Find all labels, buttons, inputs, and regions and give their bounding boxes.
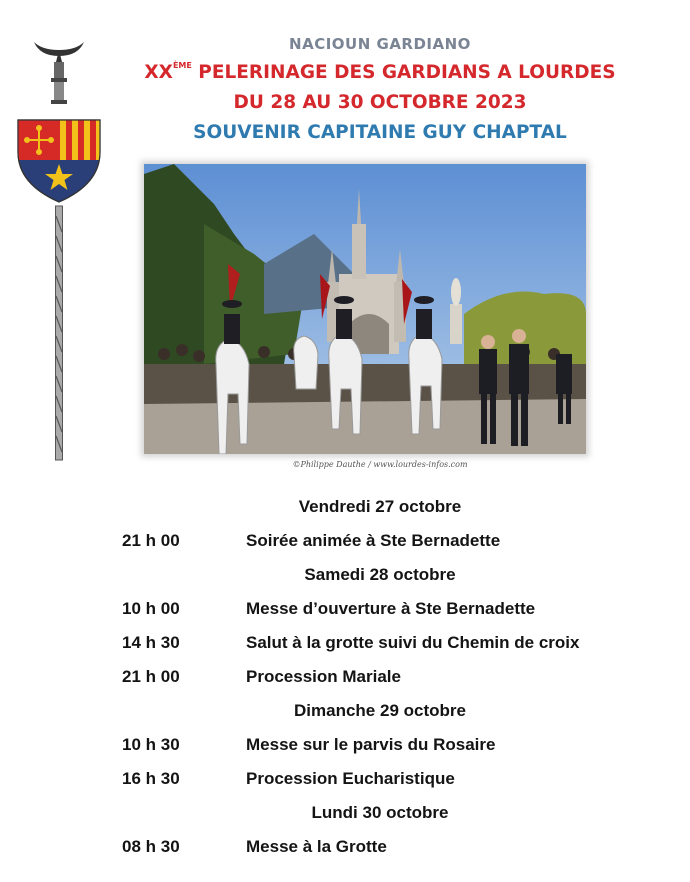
event-dates: DU 28 AU 30 OCTOBRE 2023 xyxy=(233,92,527,113)
event-activity: Procession Eucharistique xyxy=(246,769,455,788)
event-time: 10 h 00 xyxy=(122,599,180,618)
event-activity: Procession Mariale xyxy=(246,667,401,686)
event-title: XXÈME PELERINAGE DES GARDIANS A LOURDES xyxy=(144,61,616,83)
day-heading-sunday: Dimanche 29 octobre xyxy=(294,701,466,720)
event-activity: Salut à la grotte suivi du Chemin de croix xyxy=(246,633,580,652)
event-activity: Messe sur le parvis du Rosaire xyxy=(246,735,496,754)
event-time: 21 h 00 xyxy=(122,531,180,550)
day-heading-friday: Vendredi 27 octobre xyxy=(298,497,462,516)
event-time: 10 h 30 xyxy=(122,735,180,754)
day-heading-monday: Lundi 30 octobre xyxy=(311,803,449,822)
shield-icon xyxy=(18,120,100,202)
event-activity: Messe d’ouverture à Ste Bernadette xyxy=(246,599,536,618)
photo-credit: ©Philippe Dauthe / www.lourdes-infos.com xyxy=(292,460,468,469)
pilgrimage-photo xyxy=(144,164,586,454)
event-time: 14 h 30 xyxy=(122,633,180,652)
event-activity: Soirée animée à Ste Bernadette xyxy=(246,531,501,550)
event-activity: Messe à la Grotte xyxy=(246,837,387,856)
day-heading-saturday: Samedi 28 octobre xyxy=(304,565,456,584)
lance-emblem xyxy=(14,36,104,466)
organizer-title: NACIOUN GARDIANO xyxy=(289,35,471,53)
event-time: 16 h 30 xyxy=(122,769,180,788)
event-time: 21 h 00 xyxy=(122,667,180,686)
crescent-icon xyxy=(34,42,84,62)
event-time: 08 h 30 xyxy=(122,837,180,856)
event-tribute: SOUVENIR CAPITAINE GUY CHAPTAL xyxy=(193,122,567,143)
